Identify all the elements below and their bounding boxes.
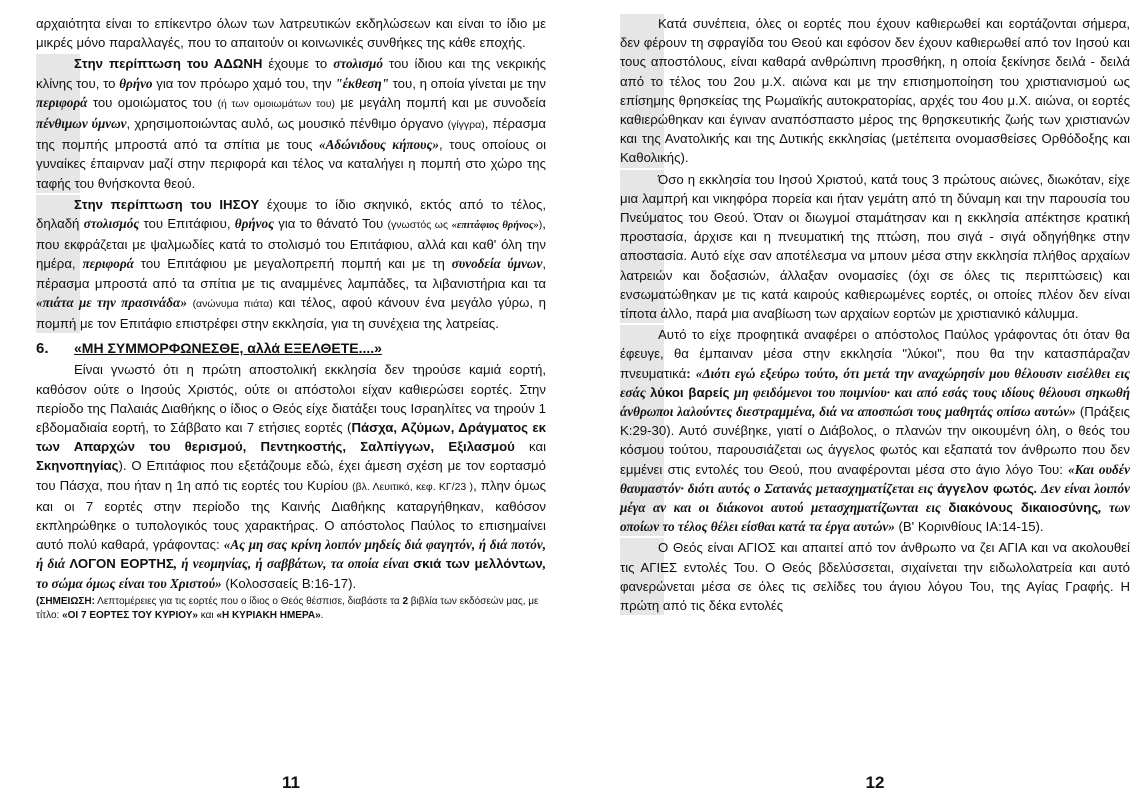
section-number: 6. xyxy=(36,340,49,358)
paul-t3: «Διότι εγώ εξεύρω τούτο, ότι μετά την αναχώρησίν μου θέλουσιν εισέλθει εις εσάς xyxy=(620,365,1131,400)
paul-t2: : xyxy=(686,365,696,381)
paul-t12: (Β' Κορινθίους ΙΑ:14-15). xyxy=(894,519,1044,535)
adonis-t10: (ή των ομοιωμάτων του) xyxy=(217,97,335,110)
paul-t10: διακόνους δικαιοσύνης xyxy=(948,500,1099,516)
jesus-t11: του Επιτάφιου με μεγαλοπρεπή πομπή και με τη xyxy=(133,256,452,272)
jesus-t12: συνοδεία ύμνων xyxy=(451,256,543,272)
note-t8: . xyxy=(320,609,324,621)
note-t3: 2 xyxy=(402,595,409,607)
feasts-t13: (Κολοσσαείς Β:16-17). xyxy=(221,575,357,591)
feasts-t11: σκιά των μελλόντων xyxy=(413,556,543,572)
jesus-t4: θρήνος xyxy=(234,216,274,232)
paul-t11: , των οποίων το τέλος θέλει είσθαι κατά τα έργα αυτών» xyxy=(620,500,1130,535)
page-number-left: 11 xyxy=(282,772,300,792)
jesus-t14: «πιάτα με την πρασινάδα» xyxy=(36,294,187,310)
page-number-right: 12 xyxy=(865,772,885,792)
footnote xyxy=(36,595,546,623)
adonis-t7: του, η οποία γίνεται με την xyxy=(388,75,546,91)
adonis-t2: στολισμό xyxy=(333,56,383,72)
jesus-t9: , που εκφράζεται με ψαλμωδίες κατά το στολισμό του Επιτάφιου, αλλά και καθ' όλη την ημέρα, xyxy=(36,216,546,272)
jesus-t13: , πέρασμα μπροστά από τα σπίτια με τις αναμμένες λαμπάδες, τα λιβανιστήρια και τα xyxy=(36,256,546,291)
adonis-t5: για τον πρόωρο χαμό του, την xyxy=(152,75,336,91)
jesus-t6: (γνωστός ως xyxy=(387,219,452,232)
adonis-t15: , πέρασμα της πομπής μπροστά από τα σπίτια με τους xyxy=(36,116,547,153)
jesus-t7: «επιτάφιος θρήνος» xyxy=(451,220,539,232)
paragraph-feasts xyxy=(36,360,546,592)
note-t1: (ΣΗΜΕΙΩΣΗ: xyxy=(36,595,95,607)
adonis-t16: «Αδώνιδους κήπους» xyxy=(319,137,439,153)
paragraph-church: Όσο η εκκλησία του Ιησού Χριστού, κατά τους 3 πρώτους αιώνες, διωκόταν, είχε μια λαμπρή και νικηφόρα πορεία και ήταν γεμάτη από τη δύναμη και την παρουσία του Πνεύματος του Θεού. Όταν οι διωγμοί σταμάτησαν και η εκκλησία απέκτησε κρατική προστασία, άρχισε και η πνευματική της πτώση, που σιγά - σιγά οδηγήθηκε στην αποστασία. Αυτό είχε σαν αποτέλεσμα να μπουν μέσα στην εκκλησία πλήθος αρχαίων λατρειών και δοξασιών, άλλαξαν ονομασίες (όχι σε όλες τις περιπτώσεις) και ενσωματώθηκαν με τις κατά καιρούς καθιερωμένες εορτές, οι οποίες πλέον δεν είναι τίποτα άλλο, παρά μια αναβίωση των αρχαίων εορτών με χριστιανικό κάλυμμα. xyxy=(620,170,1130,324)
paul-t8: άγγελον φωτός xyxy=(937,480,1035,496)
jesus-lead: Στην περίπτωση του ΙΗΣΟΥ xyxy=(74,196,260,212)
paul-t5: μη φειδόμενοι του ποιμνίου· και από εσάς τους ιδίους θέλουσι σηκωθή άνθρωποι λαλούντες διεστραμμένα, διά να αποσπώσι τους μαθητάς οπίσω αυτών» xyxy=(620,384,1130,420)
page-right xyxy=(620,14,1130,798)
note-t5: «ΟΙ 7 ΕΟΡΤΕΣ ΤΟΥ ΚΥΡΙΟΥ» xyxy=(62,609,198,621)
feasts-t1: Είναι γνωστό ότι η πρώτη αποστολική εκκλησία δεν τηρούσε καμιά εορτή, καθόσον ούτε ο Ιησούς Χριστός, ούτε οι απόστολοι είχαν καθιερώσει εορτές. Στην περίοδο της Παλαιάς Διαθήκης ο ίδιος ο Θεός είχε διατάξει τους Ισραηλίτες να τηρούν 1 εβδομαδιαία εορτή, το Σάββατο και 7 ετήσιες εορτές ( xyxy=(36,362,546,436)
paragraph-paul xyxy=(620,325,1130,536)
paragraph-adonis xyxy=(36,54,546,192)
section-title: «ΜΗ ΣΥΜΜΟΡΦΩΝΕΣΘΕ, αλλά ΕΞΕΛΘΕΤΕ....» xyxy=(74,340,382,357)
section-heading xyxy=(36,339,546,358)
jesus-t5: για το θάνατό Του xyxy=(274,216,388,232)
page-left xyxy=(36,14,546,798)
feasts-t10: , ή νεομηνίας, ή σαββάτων, τα οποία είναι xyxy=(173,556,414,572)
adonis-t3: του ίδιου και της νεκρικής κλίνης του, το xyxy=(36,56,546,91)
adonis-t8: περιφορά xyxy=(36,94,88,110)
feasts-t7: , πλην όμως και οι 7 εορτές στην περίοδο της Καινής Διαθήκης καταργήθηκαν, καθόσον εκπληρώθηκε ο τυπολογικός τους χαρακτήρας. Ο απόστολος Παύλος το επισημαίνει αυτό πολύ καθαρά, γράφοντας: xyxy=(36,477,546,553)
paul-t1: Αυτό το είχε προφητικά αναφέρει ο απόστολος Παύλος γράφοντας ότι όταν θα έφευγε, θα έμπαιναν μέσα στην εκκλησία "λύκοι", που θα την κατασπάραζαν πνευματικά xyxy=(620,327,1130,381)
jesus-t10: περιφορά xyxy=(82,256,134,272)
paul-t4: λύκοι βαρείς xyxy=(650,384,730,400)
feasts-t9: ΛΟΓΟΝ ΕΟΡΤΗΣ xyxy=(69,556,174,572)
feasts-t3: και xyxy=(514,439,546,455)
paragraph-1: αρχαιότητα είναι το επίκεντρο όλων των λατρευτικών εκδηλώσεων και είναι το ίδιο με μικρές μόνο παραλλαγές, που το απαιτούν οι κοινωνικές συνθήκες της κάθε εποχής. xyxy=(36,16,546,51)
adonis-t12: πένθιμων ύμνων xyxy=(36,116,127,132)
jesus-t3: του Επιτάφιου, xyxy=(139,216,235,232)
note-t7: «Η ΚΥΡΙΑΚΗ ΗΜΕΡΑ» xyxy=(216,609,321,621)
note-t2: Λεπτομέρειες για τις εορτές που ο ίδιος ο Θεός θέσπισε, διαβάστε τα xyxy=(94,595,403,607)
jesus-t17: και τέλος, αφού κάνουν ένα μεγάλο γύρω, η πομπή με τον Επιτάφιο επιστρέφει στην εκκλησία, για τη συνέχεια της λατρείας. xyxy=(36,294,546,332)
jesus-t8: ) xyxy=(538,219,543,232)
adonis-t6: "έκθεση" xyxy=(335,75,389,91)
adonis-t17: , τους οποίους οι γυναίκες έπαιρναν μαζί στην περιφορά και τέλος να καταλήγει η πομπή στο χώρο της ταφής του θνήσκοντα θεού. xyxy=(36,137,546,191)
adonis-t11: με μεγάλη πομπή και με συνοδεία xyxy=(334,94,546,110)
feasts-t6: (βλ. Λευιτικό, κεφ. ΚΓ/23 ) xyxy=(352,480,474,493)
adonis-t4: θρήνο xyxy=(119,75,153,91)
note-t4: βιβλία των εκδόσεών μας, με τίτλο: xyxy=(36,595,539,621)
feasts-t8: «Ας μη σας κρίνη λοιπόν μηδείς διά φαγητόν, ή διά ποτόν, ή διά xyxy=(36,537,546,572)
paragraph-jesus xyxy=(36,195,546,333)
feasts-t2: Πάσχα, Αζύμων, Δράγματος εκ των Απαρχών του θερισμού, Πεντηκοστής, Σαλπίγγων, Εξιλασμού xyxy=(36,420,546,455)
feasts-t4: Σκηνοπηγίας xyxy=(36,458,119,474)
feasts-t5: ). Ο Επιτάφιος που εξετάζουμε εδώ, έχει άμεση σχέση με τον εορτασμό του Πάσχα, που ήταν η 1η από τις εορτές του Κυρίου xyxy=(36,458,546,493)
jesus-t2: στολισμός xyxy=(83,216,140,232)
adonis-t9: του ομοιώματος του xyxy=(87,94,218,110)
feasts-t12: , το σώμα όμως είναι του Χριστού» xyxy=(36,556,546,591)
note-t6: και xyxy=(197,609,217,621)
adonis-t1: έχουμε το xyxy=(262,56,334,72)
adonis-lead: Στην περίπτωση του ΑΔΩΝΗ xyxy=(74,56,263,72)
adonis-t14: (γίγγρα) xyxy=(447,119,485,132)
jesus-t16: (ανώνυμα πιάτα) xyxy=(192,297,273,310)
jesus-t1: έχουμε το ίδιο σκηνικό, εκτός από το τέλος, δηλαδή xyxy=(36,196,546,232)
adonis-t13: , χρησιμοποιώντας αυλό, ως μουσικό πένθιμο όργανο xyxy=(126,116,448,132)
paul-t7: «Και ουδέν θαυμαστόν· διότι αυτός ο Σατανάς μετασχηματίζεται εις xyxy=(620,461,1131,496)
paul-t9: . Δεν είναι λοιπόν μέγα αν και οι διάκονοι αυτού μετασχηματίζωνται εις xyxy=(620,480,1130,516)
paragraph-consequence: Κατά συνέπεια, όλες οι εορτές που έχουν καθιερωθεί και εορτάζονται σήμερα, δεν φέρουν τη σφραγίδα του Θεού και εφόσον δεν έχουν καθιερωθεί από τον Ιησού και τους αποστόλους, είναι καθαρά ανθρώπινη προσθήκη, η οποία ξεκίνησε δειλά - δειλά από το τέλος του 2ου μ.Χ. αιώνα και με την επισημοποίηση του χριστιανισμού ως επίσημης θρησκείας της Ρωμαϊκής αυτοκρατορίας, αρχές του 4ου μ.Χ. αιώνα, οι εορτές καθιερώθηκαν και έγιναν αναπόσπαστο μέρος της θρησκευτικής ζωής των χριστιανών και της Ανατολικής και της Δυτικής εκκλησίας (μετέπειτα ονομασθείσες Ορθόδοξης και Καθολικής). xyxy=(620,14,1130,168)
paragraph-holy: Ο Θεός είναι ΑΓΙΟΣ και απαιτεί από τον άνθρωπο να ζει ΑΓΙΑ και να ακολουθεί τις ΑΓΙΕΣ εντολές Του. Ο Θεός βδελύσσεται, σιχαίνεται την ειδωλολατρεία και αυτό φανερώνεται μέσα σε όλες τις σελίδες του άγιου λόγου Του, της Αγίας Γραφής. Η πρώτη από τις δέκα εντολές xyxy=(620,538,1130,615)
paul-t6: (Πράξεις Κ:29-30). Αυτό συνέβηκε, γιατί ο Διάβολος, ο πλανών την οικουμένη όλη, ο θεός του κόσμου τούτου, παρουσιάζεται ως άγγελος φωτός και εξαπατά τον άνθρωπο που δεν εμμένει στις εντολές του Θεού, που αναφέρονται μέσα στο άγιο λόγο Του: xyxy=(620,404,1130,477)
